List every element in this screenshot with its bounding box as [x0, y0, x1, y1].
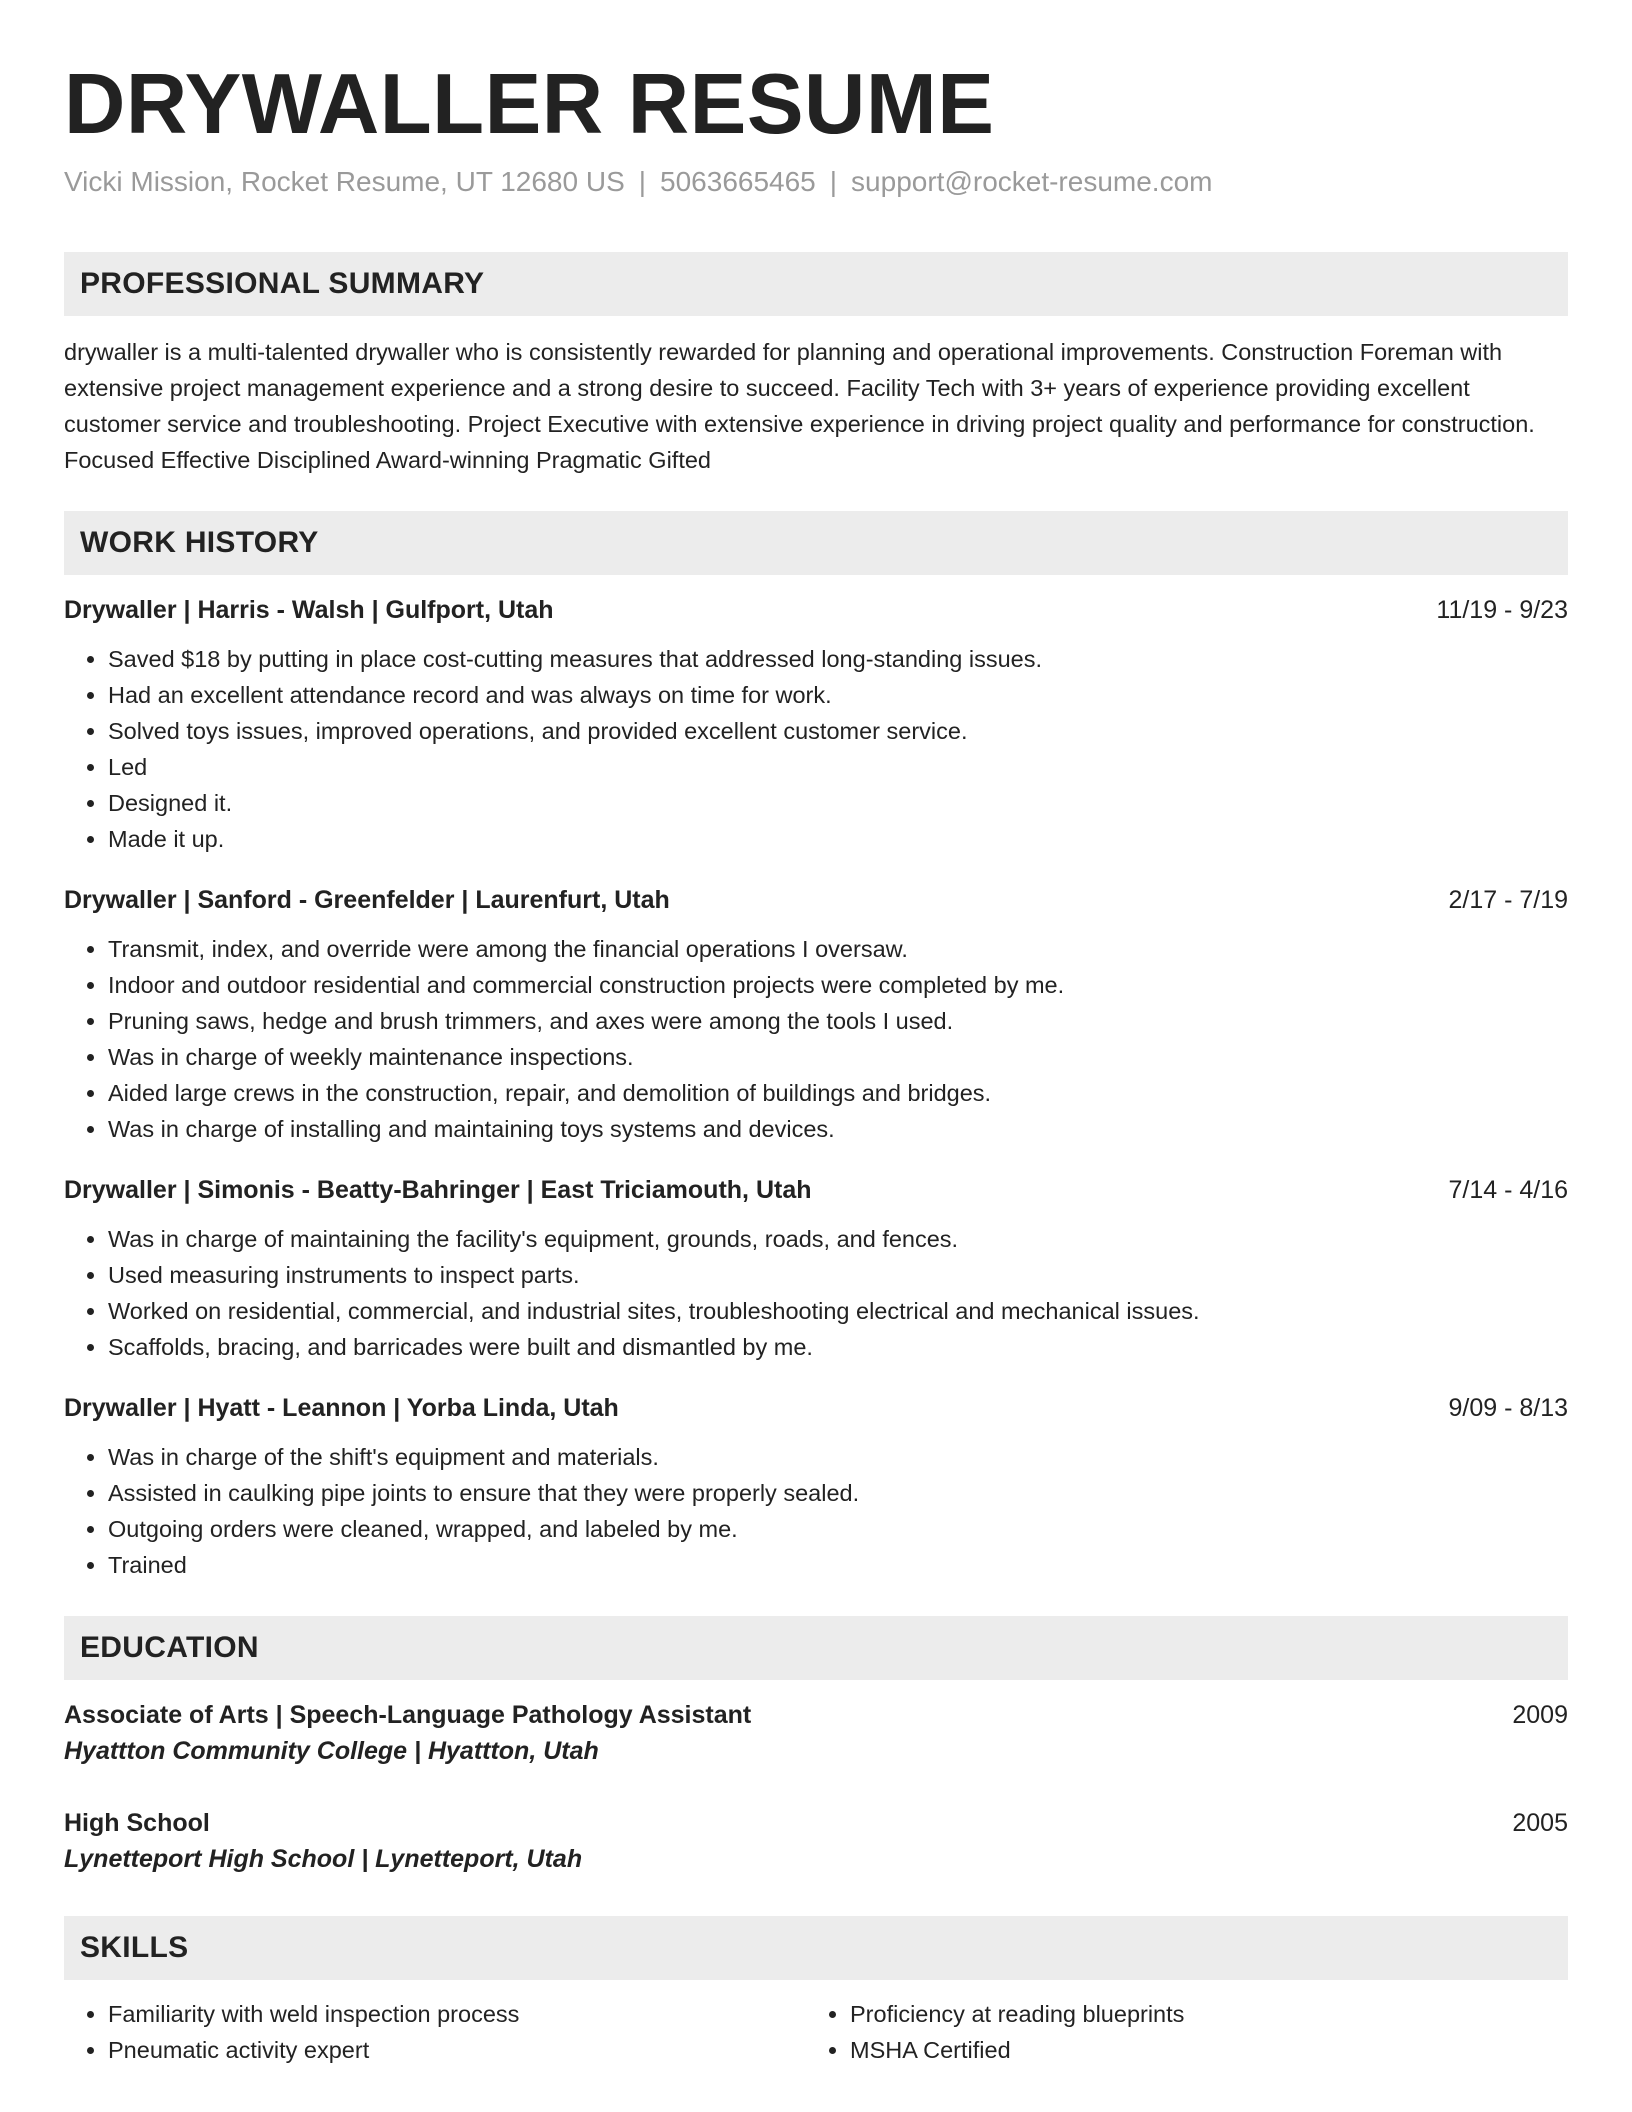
job-header [64, 1173, 1568, 1207]
skill-item: • Pneumatic activity expert [108, 2032, 806, 2068]
job-header [64, 1391, 1568, 1425]
contact-address: Vicki Mission, Rocket Resume, UT 12680 US [64, 165, 625, 197]
resume-title: DRYWALLER RESUME [64, 57, 995, 152]
job-bullet: • Was in charge of the shift's equipment and materials. [108, 1439, 1568, 1475]
education-school: Lynetteport High School | Lynetteport, Utah [64, 1845, 583, 1874]
job-title: Drywaller | Simonis - Beatty-Bahringer | East Triciamouth, Utah [64, 1176, 812, 1205]
job-title: Drywaller | Hyatt - Leannon | Yorba Linda, Utah [64, 1394, 619, 1423]
education-degree: High School [64, 1809, 210, 1838]
job-bullet: • Outgoing orders were cleaned, wrapped, and labeled by me. [108, 1511, 1568, 1547]
job-bullet: • Made it up. [108, 821, 1568, 857]
education-header [64, 1806, 1568, 1840]
job-bullet: • Led [108, 749, 1568, 785]
job-dates: 11/19 - 9/23 [1436, 596, 1568, 625]
job-bullets [64, 931, 1568, 1147]
job-bullet: • Worked on residential, commercial, and industrial sites, troubleshooting electrical and mechanical issues. [108, 1293, 1568, 1329]
job-bullet: • Was in charge of weekly maintenance inspections. [108, 1039, 1568, 1075]
education-year: 2009 [1512, 1701, 1568, 1730]
job-bullet: • Pruning saws, hedge and brush trimmers, and axes were among the tools I used. [108, 1003, 1568, 1039]
education-school: Hyattton Community College | Hyattton, Utah [64, 1737, 599, 1766]
job-bullet: • Saved $18 by putting in place cost-cutting measures that addressed long-standing issues. [108, 641, 1568, 677]
job-dates: 9/09 - 8/13 [1448, 1394, 1568, 1423]
job-bullet: • Used measuring instruments to inspect parts. [108, 1257, 1568, 1293]
job-bullet: • Assisted in caulking pipe joints to ensure that they were properly sealed. [108, 1475, 1568, 1511]
job-bullet: • Indoor and outdoor residential and commercial construction projects were completed by me. [108, 967, 1568, 1003]
job-bullet: • Had an excellent attendance record and was always on time for work. [108, 677, 1568, 713]
job-bullet: • Transmit, index, and override were among the financial operations I oversaw. [108, 931, 1568, 967]
job-entry [64, 883, 1568, 1147]
education-header [64, 1698, 1568, 1732]
job-entry [64, 1173, 1568, 1365]
education-year: 2005 [1512, 1809, 1568, 1838]
job-header [64, 883, 1568, 917]
job-entry [64, 593, 1568, 857]
skill-item: • Proficiency at reading blueprints [850, 1996, 1548, 2032]
job-bullet: • Was in charge of installing and maintaining toys systems and devices. [108, 1111, 1568, 1147]
job-bullets [64, 1221, 1568, 1365]
contact-email: support@rocket-resume.com [851, 165, 1213, 197]
skills-column-left [64, 1996, 806, 2068]
skill-item: • Familiarity with weld inspection process [108, 1996, 806, 2032]
contact-phone: 5063665465 [660, 165, 816, 197]
skills-column-right [806, 1996, 1548, 2068]
job-bullet: • Designed it. [108, 785, 1568, 821]
contact-separator: | [638, 165, 647, 197]
education-degree: Associate of Arts | Speech-Language Pathology Assistant [64, 1701, 752, 1730]
section-heading-skills: SKILLS [64, 1916, 1568, 1980]
skill-item: • MSHA Certified [850, 2032, 1548, 2068]
job-bullets [64, 1439, 1568, 1583]
job-bullets [64, 641, 1568, 857]
job-entry [64, 1391, 1568, 1583]
job-bullet: • Aided large crews in the construction, repair, and demolition of buildings and bridges. [108, 1075, 1568, 1111]
skills-list [64, 1996, 806, 2068]
job-title: Drywaller | Harris - Walsh | Gulfport, Utah [64, 596, 554, 625]
job-bullet: • Trained [108, 1547, 1568, 1583]
contact-separator: | [829, 165, 838, 197]
section-heading-summary: PROFESSIONAL SUMMARY [64, 252, 1568, 316]
section-heading-education: EDUCATION [64, 1616, 1568, 1680]
contact-line [64, 164, 1568, 200]
education-entry [64, 1806, 1568, 1878]
job-bullet: • Solved toys issues, improved operations, and provided excellent customer service. [108, 713, 1568, 749]
skills-list [806, 1996, 1548, 2068]
job-header [64, 593, 1568, 627]
job-title: Drywaller | Sanford - Greenfelder | Laurenfurt, Utah [64, 886, 670, 915]
job-bullet: • Scaffolds, bracing, and barricades were built and dismantled by me. [108, 1329, 1568, 1365]
job-dates: 2/17 - 7/19 [1448, 886, 1568, 915]
job-bullet: • Was in charge of maintaining the facility's equipment, grounds, roads, and fences. [108, 1221, 1568, 1257]
skills-grid [64, 1996, 1568, 2068]
job-dates: 7/14 - 4/16 [1448, 1176, 1568, 1205]
section-heading-work-history: WORK HISTORY [64, 511, 1568, 575]
summary-text: drywaller is a multi-talented drywaller who is consistently rewarded for planning and operational improvements. Construction Foreman with extensive project management experience and a strong desire to succeed. Facility Tech with 3+ years of experience providing excellent customer service and troubleshooting. Project Executive with extensive experience in driving project quality and performance for construction. Focused Effective Disciplined Award-winning Pragmatic Gifted [64, 339, 1535, 474]
education-entry [64, 1698, 1568, 1770]
